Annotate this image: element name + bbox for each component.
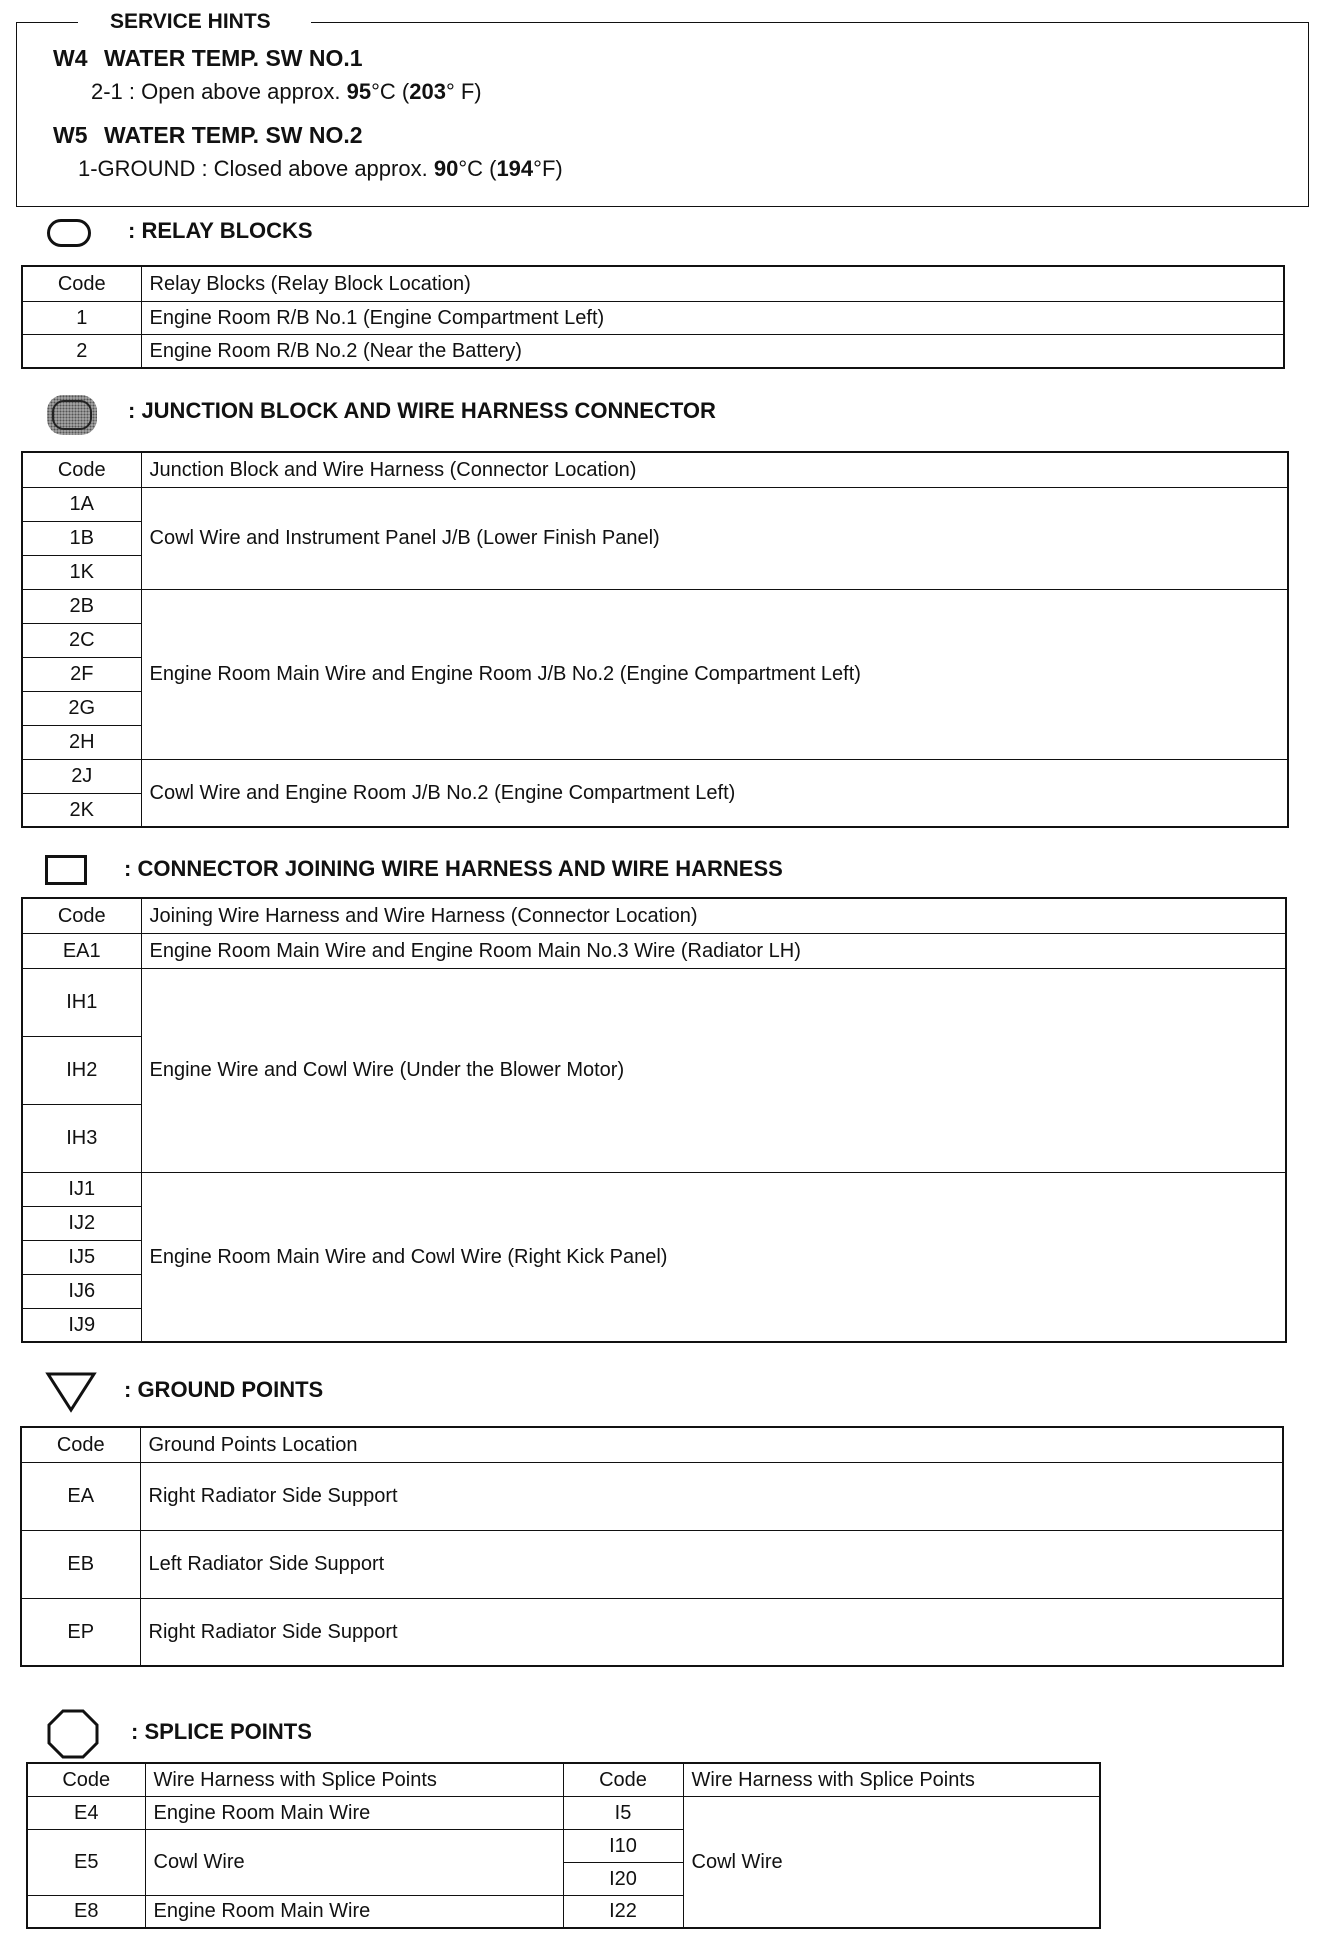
row-location: Engine Room R/B No.1 (Engine Compartment Left) [141, 301, 1284, 334]
row-location: Right Radiator Side Support [140, 1462, 1283, 1530]
row-code: IJ2 [22, 1206, 141, 1240]
row-harness: Engine Room Main Wire [145, 1796, 563, 1829]
row-code: 2H [22, 725, 141, 759]
row-location: Engine Room Main Wire and Engine Room J/B No.2 (Engine Compartment Left) [141, 589, 1288, 759]
table-row [21, 1462, 1283, 1530]
row-code: IJ9 [22, 1308, 141, 1342]
row-code: 1K [22, 555, 141, 589]
header-code: Code [563, 1763, 683, 1796]
table-row [21, 1598, 1283, 1666]
header-code: Code [27, 1763, 145, 1796]
hint-temp-c: 90 [433, 156, 459, 181]
hint-w4-detail [91, 78, 482, 106]
junction-blocks-table [21, 451, 1289, 828]
row-code: 1A [22, 487, 141, 521]
row-harness: Cowl Wire [145, 1829, 563, 1895]
row-code: 1B [22, 521, 141, 555]
row-location: Engine Room Main Wire and Cowl Wire (Right Kick Panel) [141, 1172, 1286, 1342]
hint-name: WATER TEMP. SW NO.2 [104, 122, 363, 148]
table-header-row [22, 266, 1284, 301]
header-code: Code [22, 266, 141, 301]
row-code: EA1 [22, 933, 141, 968]
connectors-table [21, 897, 1287, 1343]
hint-detail-text: 1-GROUND : Closed above approx. [78, 156, 434, 181]
table-row [22, 1172, 1286, 1206]
hint-temp-f: 194 [496, 156, 534, 181]
row-code: E4 [27, 1796, 145, 1829]
row-code: 2J [22, 759, 141, 793]
table-row [22, 933, 1286, 968]
row-code: I10 [563, 1829, 683, 1862]
row-location: Left Radiator Side Support [140, 1530, 1283, 1598]
row-code: EB [21, 1530, 140, 1598]
row-code: 2C [22, 623, 141, 657]
row-code: I20 [563, 1862, 683, 1895]
hint-w5-heading [53, 121, 753, 149]
hint-detail-text: °C ( [371, 79, 410, 104]
table-header-row [22, 898, 1286, 933]
hint-detail-text: ° F) [445, 79, 482, 104]
junction-block-icon-outline [52, 400, 92, 430]
splice-points-table [26, 1762, 1101, 1929]
row-location: Cowl Wire and Instrument Panel J/B (Lower Finish Panel) [141, 487, 1288, 589]
ground-points-title: : GROUND POINTS [124, 1377, 324, 1402]
splice-points-title: : SPLICE POINTS [131, 1719, 312, 1744]
row-code: 2K [22, 793, 141, 827]
hint-temp-c: 95 [346, 79, 372, 104]
row-location: Cowl Wire and Engine Room J/B No.2 (Engine Compartment Left) [141, 759, 1288, 827]
connector-square-icon [45, 855, 87, 885]
table-header-row [27, 1763, 1100, 1796]
junction-blocks-title: : JUNCTION BLOCK AND WIRE HARNESS CONNECTOR [128, 398, 716, 423]
header-harness: Wire Harness with Splice Points [145, 1763, 563, 1796]
table-row [22, 759, 1288, 793]
hint-temp-f: 203 [409, 79, 446, 104]
table-row [22, 334, 1284, 368]
header-location: Relay Blocks (Relay Block Location) [141, 266, 1284, 301]
table-row [27, 1796, 1100, 1829]
hint-code: W5 [53, 122, 88, 148]
table-row [22, 301, 1284, 334]
header-harness: Wire Harness with Splice Points [683, 1763, 1100, 1796]
header-location: Junction Block and Wire Harness (Connector Location) [141, 452, 1288, 487]
row-code: IJ5 [22, 1240, 141, 1274]
service-hints-title: SERVICE HINTS [78, 8, 311, 36]
row-code: IJ6 [22, 1274, 141, 1308]
row-location: Right Radiator Side Support [140, 1598, 1283, 1666]
row-location: Engine Wire and Cowl Wire (Under the Blower Motor) [141, 968, 1286, 1172]
row-code: 2 [22, 334, 141, 368]
row-code: E5 [27, 1829, 145, 1895]
header-location: Ground Points Location [140, 1427, 1283, 1462]
ground-triangle-icon [45, 1371, 97, 1413]
connectors-title: : CONNECTOR JOINING WIRE HARNESS AND WIRE HARNESS [124, 856, 783, 881]
relay-blocks-table [21, 265, 1285, 369]
row-code: EP [21, 1598, 140, 1666]
row-location: Engine Room R/B No.2 (Near the Battery) [141, 334, 1284, 368]
hint-detail-text: 2-1 : Open above approx. [91, 79, 347, 104]
row-code: 1 [22, 301, 141, 334]
row-code: 2B [22, 589, 141, 623]
row-code: I22 [563, 1895, 683, 1928]
header-location: Joining Wire Harness and Wire Harness (Connector Location) [141, 898, 1286, 933]
row-code: E8 [27, 1895, 145, 1928]
table-header-row [21, 1427, 1283, 1462]
table-row [22, 968, 1286, 1036]
table-header-row [22, 452, 1288, 487]
row-code: IH2 [22, 1036, 141, 1104]
table-row [22, 589, 1288, 623]
row-location: Engine Room Main Wire and Engine Room Main No.3 Wire (Radiator LH) [141, 933, 1286, 968]
row-harness: Engine Room Main Wire [145, 1895, 563, 1928]
hint-detail-text: °F) [533, 156, 563, 181]
table-row [22, 487, 1288, 521]
header-code: Code [22, 452, 141, 487]
row-code: IH1 [22, 968, 141, 1036]
splice-octagon-icon [47, 1709, 99, 1759]
table-row [21, 1530, 1283, 1598]
junction-block-icon [47, 395, 97, 435]
ground-points-table [20, 1426, 1284, 1667]
row-code: IH3 [22, 1104, 141, 1172]
header-code: Code [22, 898, 141, 933]
row-code: IJ1 [22, 1172, 141, 1206]
row-code: EA [21, 1462, 140, 1530]
service-hints-box [16, 10, 1309, 207]
relay-blocks-title: : RELAY BLOCKS [128, 218, 313, 243]
header-code: Code [21, 1427, 140, 1462]
hint-code: W4 [53, 45, 88, 71]
hint-w4-heading [53, 44, 753, 72]
row-harness: Cowl Wire [683, 1796, 1100, 1928]
row-code: I5 [563, 1796, 683, 1829]
hint-name: WATER TEMP. SW NO.1 [104, 45, 363, 71]
hint-w5-detail [78, 155, 563, 183]
row-code: 2F [22, 657, 141, 691]
row-code: 2G [22, 691, 141, 725]
relay-block-icon [47, 219, 91, 247]
hint-detail-text: °C ( [458, 156, 497, 181]
